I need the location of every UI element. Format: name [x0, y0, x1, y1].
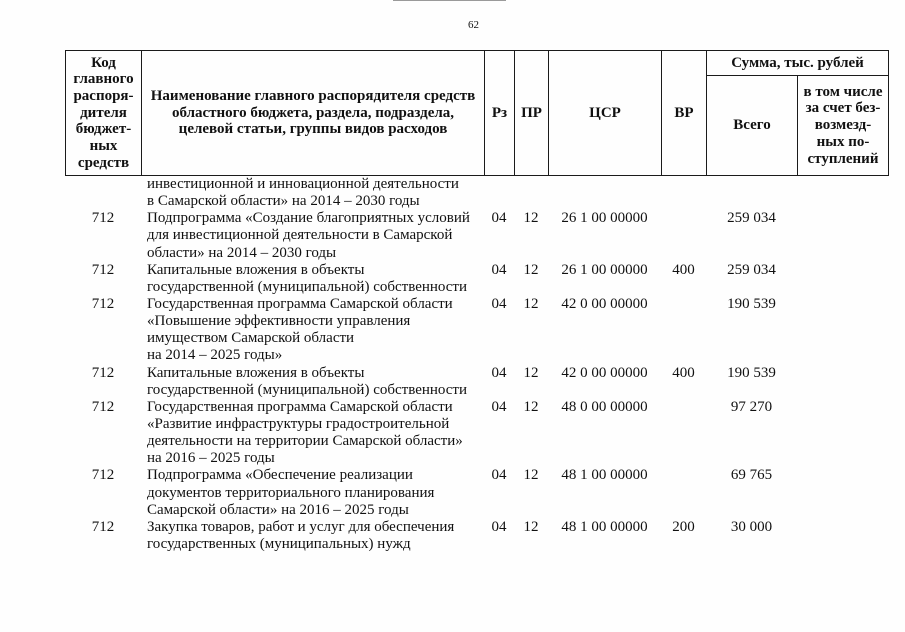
scan-edge-line	[393, 0, 506, 1]
table-row	[65, 210, 888, 261]
row-name: Подпрограмма «Обеспечение реализации документов территориального планирования Самарской области» на 2016 – 2025 годы	[147, 467, 435, 518]
table-header	[65, 50, 889, 176]
row-total: 190 539	[727, 364, 776, 381]
table-row	[65, 176, 888, 210]
header-sum: Сумма, тыс. рублей	[707, 51, 889, 76]
row-code: 712	[91, 467, 115, 484]
row-gratuitous	[797, 176, 888, 210]
row-expense-type: 400	[672, 364, 695, 381]
header-gratuitous: в том числе за счет без- возмезд- ных по- ступлений	[798, 76, 889, 176]
row-total: 69 765	[730, 467, 773, 484]
row-expense-type	[661, 399, 706, 468]
row-name: Капитальные вложения в объекты государственной (муниципальной) собственности	[147, 261, 468, 295]
row-gratuitous	[797, 210, 888, 261]
table-row	[65, 399, 888, 468]
row-code: 712	[91, 210, 115, 227]
header-subsection: ПР	[515, 51, 549, 176]
row-total: 190 539	[727, 295, 776, 312]
row-subsection	[514, 176, 548, 210]
row-expense-type: 400	[672, 261, 695, 278]
row-section: 04	[491, 398, 507, 415]
row-expense-type	[661, 467, 706, 518]
row-section: 04	[491, 295, 507, 312]
row-target-item: 48 1 00 00000	[561, 518, 648, 535]
row-code: 712	[91, 295, 115, 312]
header-total: Всего	[707, 76, 798, 176]
row-target-item: 42 0 00 00000	[561, 295, 648, 312]
row-section: 04	[491, 210, 507, 227]
row-section: 04	[491, 518, 507, 535]
row-expense-type	[661, 296, 706, 365]
row-name: Государственная программа Самарской области «Повышение эффективности управления имуществом Самарской области на 2014 – 2025 годы»	[147, 295, 453, 364]
header-target-item: ЦСР	[549, 51, 662, 176]
row-name: Подпрограмма «Создание благоприятных условий для инвестиционной деятельности в Самарской области» на 2014 – 2030 годы	[147, 210, 470, 261]
row-name: Закупка товаров, работ и услуг для обеспечения государственных (муниципальных) нужд	[147, 518, 455, 552]
row-expense-type: 200	[672, 518, 695, 535]
row-section: 04	[491, 364, 507, 381]
row-subsection: 12	[523, 210, 539, 227]
row-gratuitous	[797, 296, 888, 365]
row-target-item: 26 1 00 00000	[561, 210, 648, 227]
header-section: Рз	[485, 51, 515, 176]
row-subsection: 12	[523, 295, 539, 312]
row-code: 712	[91, 398, 115, 415]
row-name: Капитальные вложения в объекты государственной (муниципальной) собственности	[147, 364, 468, 398]
row-total: 30 000	[730, 518, 773, 535]
header-code: Код главного распоря- дителя бюджет- ных средств	[66, 51, 142, 176]
row-target-item: 26 1 00 00000	[561, 261, 648, 278]
row-gratuitous	[797, 262, 888, 296]
table-row	[65, 365, 888, 399]
row-subsection: 12	[523, 364, 539, 381]
table-row	[65, 296, 888, 365]
row-code: 712	[91, 518, 115, 535]
row-code: 712	[91, 261, 115, 278]
row-code: 712	[91, 364, 115, 381]
row-gratuitous	[797, 399, 888, 468]
row-total	[706, 176, 797, 210]
header-name: Наименование главного распорядителя средств областного бюджета, раздела, подраздела, целевой статьи, группы видов расходов	[142, 51, 485, 176]
row-target-item: 48 0 00 00000	[561, 398, 648, 415]
row-target-item	[548, 176, 661, 210]
row-target-item: 48 1 00 00000	[561, 467, 648, 484]
row-section: 04	[491, 261, 507, 278]
table-row	[65, 262, 888, 296]
row-gratuitous	[797, 519, 888, 553]
row-section	[484, 176, 514, 210]
row-name: инвестиционной и инновационной деятельности в Самарской области» на 2014 – 2030 годы	[147, 176, 459, 210]
row-name: Государственная программа Самарской области «Развитие инфраструктуры градостроительной деятельности на территории Самарской области» на 2016 – 2025 годы	[147, 398, 463, 467]
page-number: 62	[468, 19, 479, 31]
table-row	[65, 519, 888, 553]
row-total: 259 034	[727, 261, 776, 278]
row-expense-type	[661, 176, 706, 210]
row-gratuitous	[797, 467, 888, 518]
row-subsection: 12	[523, 261, 539, 278]
row-section: 04	[491, 467, 507, 484]
row-target-item: 42 0 00 00000	[561, 364, 648, 381]
table-row	[65, 467, 888, 518]
row-expense-type	[661, 210, 706, 261]
row-subsection: 12	[523, 518, 539, 535]
row-code	[65, 176, 141, 210]
row-total: 97 270	[730, 398, 773, 415]
table-body	[65, 176, 888, 553]
row-subsection: 12	[523, 467, 539, 484]
row-subsection: 12	[523, 398, 539, 415]
row-gratuitous	[797, 365, 888, 399]
row-total: 259 034	[727, 210, 776, 227]
header-expense-type: ВР	[662, 51, 707, 176]
